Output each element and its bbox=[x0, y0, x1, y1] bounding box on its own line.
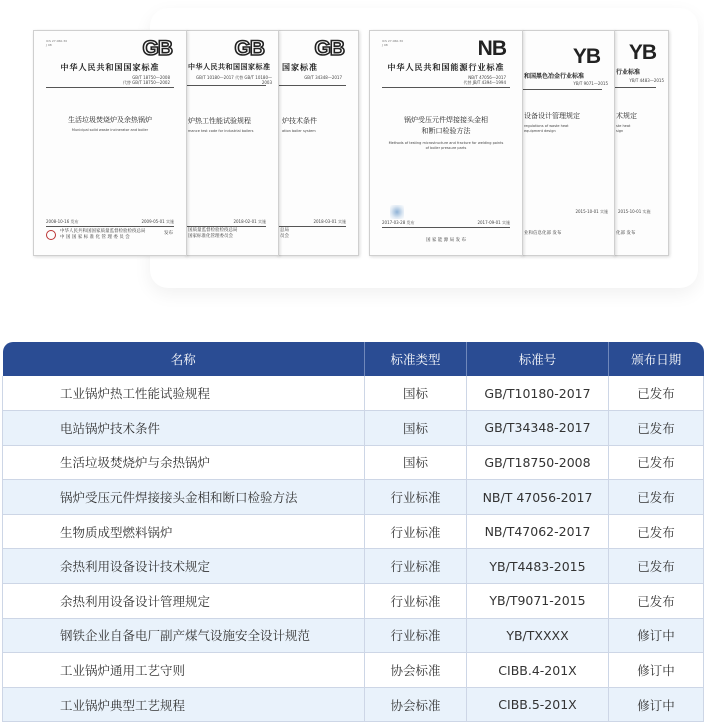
document-code-tag: ICS 27.060.30 J 98 bbox=[382, 39, 404, 47]
cell-status: 已发布 bbox=[609, 584, 704, 619]
document-std-no: GB/T 10180—2017 代替 GB/T 10180—2003 bbox=[196, 75, 272, 85]
document-cover-gb34348 bbox=[277, 30, 359, 256]
document-issuer: 化部 发布 bbox=[616, 231, 636, 236]
issuer-emblem-icon bbox=[46, 230, 56, 240]
document-issuer-suffix: 发布 bbox=[164, 231, 173, 236]
document-org: 中华人民共和国国家标准 bbox=[188, 62, 271, 71]
nb-yb-document-group bbox=[369, 30, 669, 256]
nb-logo-icon: NB bbox=[477, 37, 506, 60]
standards-cover-gallery bbox=[0, 0, 704, 292]
cell-name: 钢铁企业自备电厂副产煤气设施安全设计规范 bbox=[3, 618, 365, 653]
document-rule bbox=[278, 85, 346, 86]
cell-standard-number: NB/T 47056-2017 bbox=[467, 480, 609, 515]
cell-standard-type: 行业标准 bbox=[365, 584, 467, 619]
cell-name: 余热利用设备设计管理规定 bbox=[3, 584, 365, 619]
document-cover-nb47056 bbox=[369, 30, 523, 256]
cell-standard-type: 协会标准 bbox=[365, 687, 467, 722]
cell-status: 修订中 bbox=[609, 653, 704, 688]
cell-standard-type: 行业标准 bbox=[365, 549, 467, 584]
table-row bbox=[3, 514, 704, 549]
document-rule bbox=[46, 87, 174, 88]
document-impl-date: 2015-10-01 实施 bbox=[618, 209, 651, 214]
document-org: 和国黑色冶金行业标准 bbox=[524, 73, 585, 80]
cell-standard-type: 行业标准 bbox=[365, 618, 467, 653]
header-name: 名称 bbox=[3, 342, 365, 376]
document-title-en: ste heat sign bbox=[616, 124, 631, 133]
document-stamp-icon bbox=[390, 205, 404, 219]
document-title-en: Methods of testing microstructure and fracture for welding points of boiler pressure parts bbox=[388, 141, 504, 150]
document-issuer-1: 国质量监督检验检疫总局 bbox=[188, 228, 238, 233]
document-impl-date: 2018-02-01 实施 bbox=[233, 219, 266, 224]
table-row bbox=[3, 376, 704, 411]
document-date-row bbox=[186, 219, 266, 225]
cell-name: 生物质成型燃料锅炉 bbox=[3, 514, 365, 549]
cell-name: 工业锅炉典型工艺规程 bbox=[3, 687, 365, 722]
cell-status: 已发布 bbox=[609, 549, 704, 584]
yb-logo-icon: YB bbox=[628, 41, 656, 64]
cell-standard-number: GB/T34348-2017 bbox=[467, 411, 609, 446]
document-title-en: regulations of waste heat equipment design bbox=[524, 124, 569, 133]
table-row bbox=[3, 445, 704, 480]
document-rule bbox=[522, 89, 602, 90]
document-title-cn: 锅炉受压元件焊接接头金相 和断口检验方法 bbox=[404, 116, 488, 135]
standards-table-header bbox=[3, 342, 704, 376]
table-row bbox=[3, 480, 704, 515]
cell-standard-number: GB/T18750-2008 bbox=[467, 445, 609, 480]
document-title-cn: 炉技术条件 bbox=[282, 117, 317, 125]
cell-standard-number: YB/T4483-2015 bbox=[467, 549, 609, 584]
document-issuer-2: 中 国 国 家 标 准 化 管 理 委 员 会 bbox=[60, 235, 130, 240]
document-date-row bbox=[618, 209, 656, 215]
document-issuer-1: 中华人民共和国国家质量监督检验检疫总局 bbox=[60, 229, 146, 234]
document-title-en: ation boiler system bbox=[282, 129, 316, 133]
document-std-no: YB/T 4483—2015 bbox=[629, 78, 664, 83]
table-row bbox=[3, 411, 704, 446]
cell-standard-type: 行业标准 bbox=[365, 480, 467, 515]
cell-status: 已发布 bbox=[609, 376, 704, 411]
cell-standard-type: 国标 bbox=[365, 376, 467, 411]
cell-name: 生活垃圾焚烧炉与余热锅炉 bbox=[3, 445, 365, 480]
document-title-cn: 术规定 bbox=[616, 112, 637, 120]
cell-standard-number: YB/TXXXX bbox=[467, 618, 609, 653]
cell-status: 已发布 bbox=[609, 514, 704, 549]
document-std-no: YB/T 9071—2015 bbox=[573, 81, 608, 86]
document-rule bbox=[46, 226, 174, 227]
document-release-date: 2008-10-16 发布 bbox=[46, 219, 79, 224]
document-date-row bbox=[522, 209, 608, 215]
cell-status: 已发布 bbox=[609, 480, 704, 515]
document-rule bbox=[186, 226, 266, 227]
yb-logo-icon: YB bbox=[572, 45, 600, 68]
document-title-en: Municipal solid waste incinerator and boiler bbox=[71, 128, 149, 132]
cell-standard-number: GB/T10180-2017 bbox=[467, 376, 609, 411]
cell-standard-type: 国标 bbox=[365, 445, 467, 480]
document-title-cn: 炉热工性能试验规程 bbox=[188, 117, 251, 125]
standards-table bbox=[2, 342, 704, 722]
cell-name: 余热利用设备设计技术规定 bbox=[3, 549, 365, 584]
cell-name: 工业锅炉通用工艺守则 bbox=[3, 653, 365, 688]
table-row bbox=[3, 618, 704, 653]
cell-status: 已发布 bbox=[609, 411, 704, 446]
document-std-no: GB/T 18750—2008 代替 GB/T 18750—2002 bbox=[122, 75, 170, 85]
header-standard-type: 标准类型 bbox=[365, 342, 467, 376]
document-cover-gb10180 bbox=[185, 30, 279, 256]
standards-table-body bbox=[3, 376, 704, 722]
cell-standard-number: NB/T47062-2017 bbox=[467, 514, 609, 549]
document-std-no: GB/T 34348—2017 bbox=[304, 75, 342, 80]
document-title-cn: 设备设计管理规定 bbox=[524, 112, 580, 120]
document-org: 国家标准 bbox=[282, 62, 318, 72]
document-rule bbox=[186, 85, 266, 86]
header-standard-number: 标准号 bbox=[467, 342, 609, 376]
table-row bbox=[3, 549, 704, 584]
cell-standard-type: 国标 bbox=[365, 411, 467, 446]
document-impl-date: 2015-10-01 实施 bbox=[575, 209, 608, 214]
document-rule bbox=[614, 87, 656, 88]
cell-standard-number: CIBB.4-201X bbox=[467, 653, 609, 688]
document-impl-date: 2018-03-01 实施 bbox=[313, 219, 346, 224]
header-release-date: 颁布日期 bbox=[609, 342, 704, 376]
document-cover-yb4483 bbox=[613, 30, 669, 256]
document-org: 中华人民共和国能源行业标准 bbox=[387, 62, 505, 72]
cell-name: 锅炉受压元件焊接接头金相和断口检验方法 bbox=[3, 480, 365, 515]
document-date-row bbox=[46, 219, 174, 225]
document-impl-date: 2009-05-01 实施 bbox=[141, 219, 174, 224]
document-rule bbox=[382, 227, 510, 228]
cell-standard-type: 行业标准 bbox=[365, 514, 467, 549]
gb-logo-icon: GB bbox=[234, 37, 264, 60]
gb-document-group bbox=[33, 30, 359, 256]
cell-name: 工业锅炉热工性能试验规程 bbox=[3, 376, 365, 411]
cell-standard-number: CIBB.5-201X bbox=[467, 687, 609, 722]
gb-logo-icon: GB bbox=[142, 37, 172, 60]
cell-status: 已发布 bbox=[609, 445, 704, 480]
document-std-no: NB/T 47056—2017 代替 JB/T 4394—1994 bbox=[463, 75, 506, 85]
document-issuer-2: 员会 bbox=[280, 234, 289, 239]
document-release-date: 2017-03-28 发布 bbox=[382, 220, 415, 225]
document-org: 行业标准 bbox=[616, 69, 641, 76]
document-rule bbox=[278, 226, 346, 227]
table-row bbox=[3, 687, 704, 722]
document-issuer-2: 国家标准化管理委员会 bbox=[188, 234, 233, 239]
document-date-row bbox=[382, 220, 510, 226]
document-cover-yb9071 bbox=[521, 30, 615, 256]
document-cover-gb18750 bbox=[33, 30, 187, 256]
document-issuer-1: 总局 bbox=[280, 228, 289, 233]
document-issuer: 国 家 能 源 局 发 布 bbox=[425, 238, 467, 243]
cell-status: 修订中 bbox=[609, 618, 704, 653]
document-org: 中华人民共和国国家标准 bbox=[60, 62, 160, 72]
cell-status: 修订中 bbox=[609, 687, 704, 722]
document-rule bbox=[382, 87, 510, 88]
cell-standard-type: 协会标准 bbox=[365, 653, 467, 688]
document-issuer: 业和信息化部 发布 bbox=[524, 231, 562, 236]
document-title-cn: 生活垃圾焚烧炉及余热锅炉 bbox=[68, 116, 152, 124]
cell-name: 电站锅炉技术条件 bbox=[3, 411, 365, 446]
table-row bbox=[3, 584, 704, 619]
table-row bbox=[3, 653, 704, 688]
gb-logo-icon: GB bbox=[314, 37, 344, 60]
document-date-row bbox=[278, 219, 346, 225]
document-impl-date: 2017-09-01 实施 bbox=[477, 220, 510, 225]
document-code-tag: ICS 27.060.30 J 98 bbox=[46, 39, 68, 47]
cell-standard-number: YB/T9071-2015 bbox=[467, 584, 609, 619]
document-title-en: mance test code for industrial boilers bbox=[188, 129, 254, 133]
